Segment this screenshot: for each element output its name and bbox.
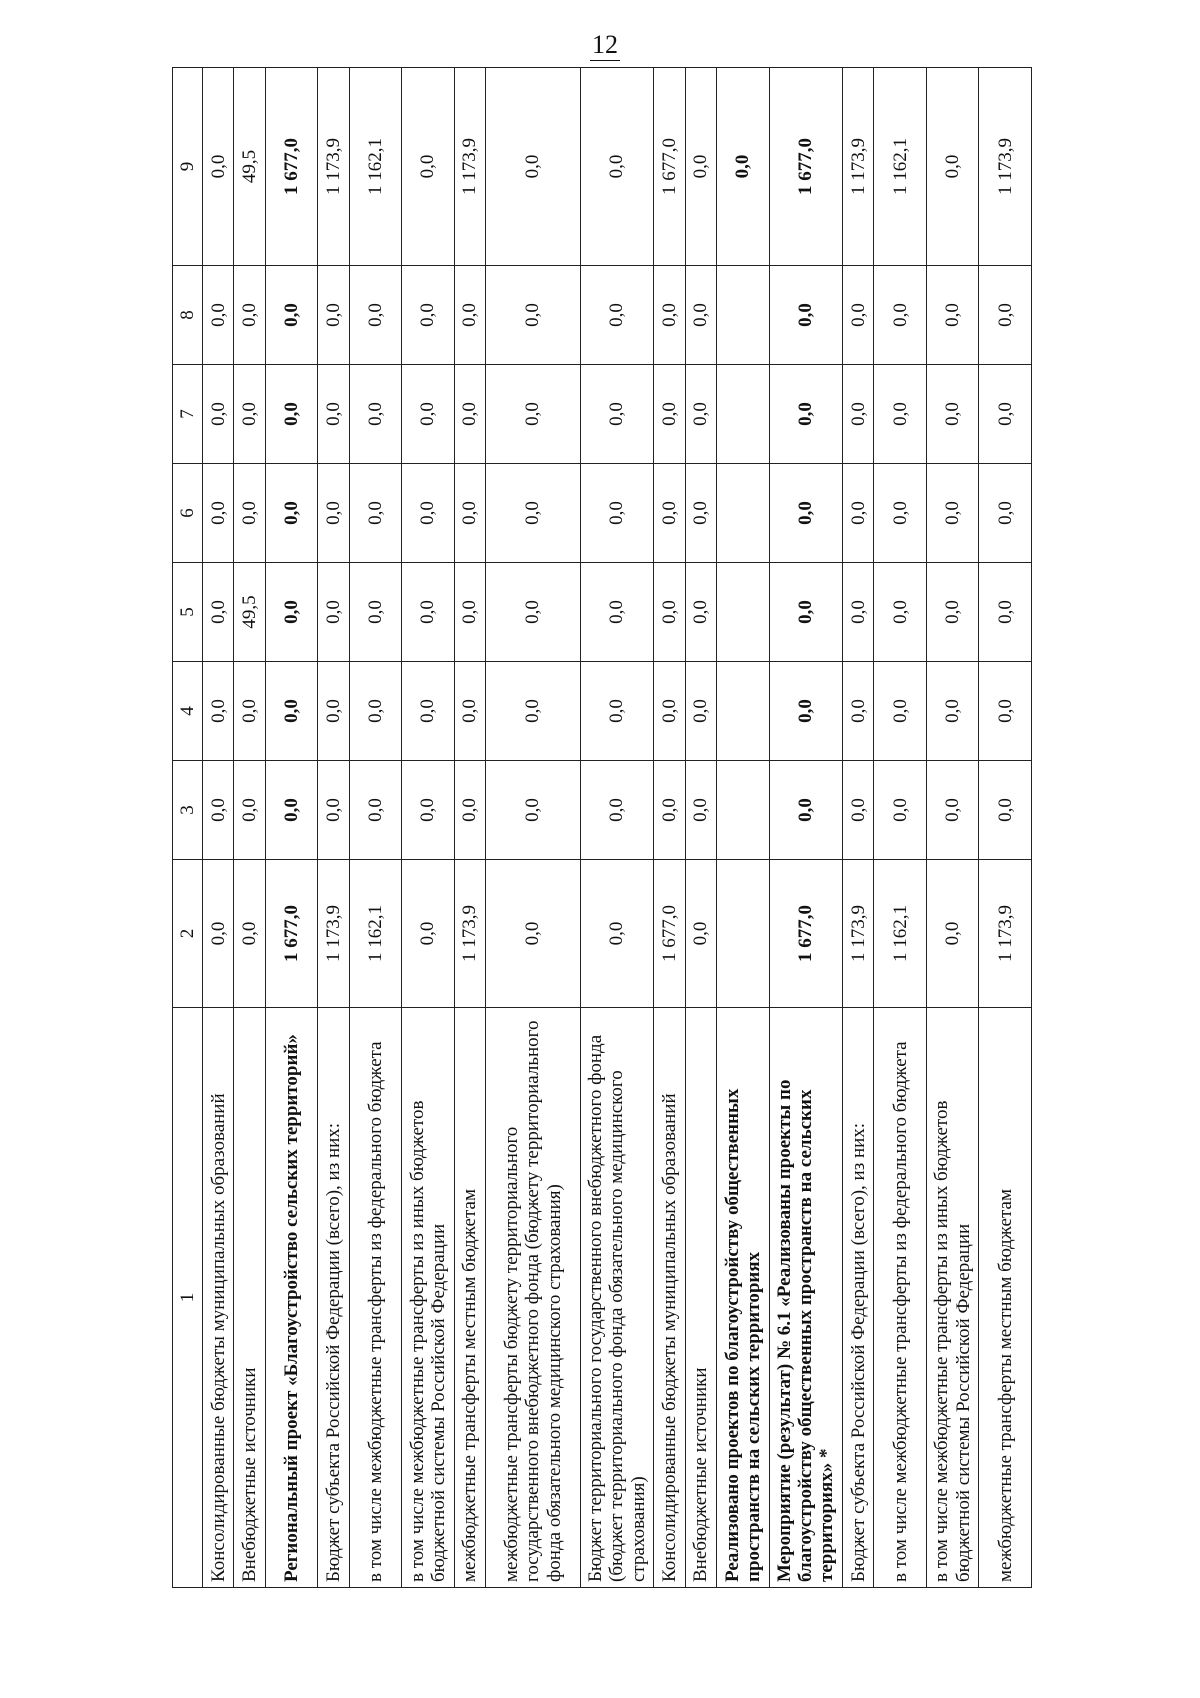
cell-value: 0,0 — [842, 464, 873, 563]
table-row — [349, 68, 401, 1588]
cell-value: 0,0 — [874, 662, 926, 761]
row-label: Внебюджетные источники — [685, 1008, 716, 1588]
cell-value: 0,0 — [769, 365, 842, 464]
cell-value: 0,0 — [349, 761, 401, 860]
cell-value: 0,0 — [486, 365, 580, 464]
cell-value: 0,0 — [454, 563, 485, 662]
row-label: Бюджет территориального государственного внебюджетного фонда (бюджет территориального фонда обязательного медицинского страхования) — [580, 1008, 653, 1588]
cell-value: 0,0 — [979, 464, 1032, 563]
cell-value: 0,0 — [685, 563, 716, 662]
cell-value: 1 677,0 — [769, 860, 842, 1008]
cell-value — [717, 266, 769, 365]
cell-value — [717, 860, 769, 1008]
cell-value: 0,0 — [842, 563, 873, 662]
cell-value: 1 162,1 — [874, 860, 926, 1008]
header-row — [173, 68, 203, 1588]
cell-value: 0,0 — [203, 464, 234, 563]
cell-value: 0,0 — [203, 860, 234, 1008]
column-header-4: 4 — [173, 662, 203, 761]
cell-value: 0,0 — [685, 266, 716, 365]
cell-value: 1 173,9 — [318, 68, 349, 266]
cell-value: 0,0 — [580, 266, 653, 365]
column-header-7: 7 — [173, 365, 203, 464]
cell-value: 0,0 — [203, 68, 234, 266]
cell-value: 0,0 — [842, 662, 873, 761]
table-row — [842, 68, 873, 1588]
cell-value: 0,0 — [203, 761, 234, 860]
cell-value: 0,0 — [318, 464, 349, 563]
cell-value: 0,0 — [265, 761, 317, 860]
cell-value: 0,0 — [265, 662, 317, 761]
column-header-8: 8 — [173, 266, 203, 365]
cell-value: 0,0 — [402, 860, 454, 1008]
cell-value: 0,0 — [979, 761, 1032, 860]
cell-value: 0,0 — [265, 266, 317, 365]
cell-value: 49,5 — [234, 563, 265, 662]
cell-value: 0,0 — [926, 68, 978, 266]
cell-value: 0,0 — [349, 563, 401, 662]
cell-value: 0,0 — [486, 68, 580, 266]
cell-value: 0,0 — [234, 266, 265, 365]
cell-value: 0,0 — [203, 365, 234, 464]
cell-value: 0,0 — [685, 365, 716, 464]
cell-value: 1 677,0 — [654, 68, 685, 266]
cell-value: 0,0 — [979, 365, 1032, 464]
cell-value: 0,0 — [318, 563, 349, 662]
cell-value: 0,0 — [842, 266, 873, 365]
row-label: в том числе межбюджетные трансферты из федерального бюджета — [349, 1008, 401, 1588]
column-header-5: 5 — [173, 563, 203, 662]
column-header-3: 3 — [173, 761, 203, 860]
cell-value — [717, 365, 769, 464]
cell-value — [717, 464, 769, 563]
cell-value: 0,0 — [454, 266, 485, 365]
row-label: в том числе межбюджетные трансферты из иных бюджетов бюджетной системы Российской Федерации — [926, 1008, 978, 1588]
row-label: Региональный проект «Благоустройство сельских территорий» — [265, 1008, 317, 1588]
cell-value: 0,0 — [402, 266, 454, 365]
cell-value: 0,0 — [769, 662, 842, 761]
cell-value: 0,0 — [769, 761, 842, 860]
cell-value: 0,0 — [486, 464, 580, 563]
cell-value: 1 173,9 — [454, 68, 485, 266]
cell-value: 0,0 — [580, 464, 653, 563]
table-row — [580, 68, 653, 1588]
table-row — [486, 68, 580, 1588]
table-row — [717, 68, 769, 1588]
column-header-6: 6 — [173, 464, 203, 563]
cell-value: 1 173,9 — [318, 860, 349, 1008]
cell-value: 0,0 — [580, 365, 653, 464]
cell-value: 0,0 — [402, 68, 454, 266]
cell-value: 0,0 — [402, 761, 454, 860]
cell-value: 0,0 — [486, 266, 580, 365]
table-row — [685, 68, 716, 1588]
cell-value: 0,0 — [685, 662, 716, 761]
cell-value — [717, 761, 769, 860]
row-label: межбюджетные трансферты местным бюджетам — [454, 1008, 485, 1588]
column-header-2: 2 — [173, 860, 203, 1008]
cell-value: 0,0 — [349, 464, 401, 563]
cell-value: 0,0 — [580, 563, 653, 662]
table-row — [265, 68, 317, 1588]
cell-value: 0,0 — [234, 860, 265, 1008]
cell-value: 0,0 — [685, 860, 716, 1008]
cell-value: 1 173,9 — [979, 68, 1032, 266]
cell-value: 0,0 — [654, 761, 685, 860]
cell-value: 0,0 — [654, 662, 685, 761]
cell-value: 0,0 — [926, 464, 978, 563]
page-number: 12 — [592, 30, 618, 59]
cell-value: 0,0 — [654, 365, 685, 464]
budget-table — [172, 67, 1032, 1588]
row-label: Реализовано проектов по благоустройству общественных пространств на сельских территориях — [717, 1008, 769, 1588]
cell-value: 0,0 — [769, 563, 842, 662]
cell-value: 0,0 — [454, 365, 485, 464]
row-label: Бюджет субъекта Российской Федерации (всего), из них: — [318, 1008, 349, 1588]
cell-value: 0,0 — [265, 563, 317, 662]
cell-value: 0,0 — [979, 266, 1032, 365]
table-row — [234, 68, 265, 1588]
cell-value: 0,0 — [874, 365, 926, 464]
cell-value: 0,0 — [486, 761, 580, 860]
cell-value — [717, 662, 769, 761]
table-row — [654, 68, 685, 1588]
cell-value: 0,0 — [234, 464, 265, 563]
cell-value: 1 162,1 — [349, 68, 401, 266]
cell-value: 0,0 — [486, 860, 580, 1008]
cell-value: 1 677,0 — [654, 860, 685, 1008]
cell-value: 0,0 — [203, 266, 234, 365]
cell-value: 0,0 — [842, 365, 873, 464]
cell-value: 0,0 — [349, 365, 401, 464]
cell-value: 0,0 — [318, 662, 349, 761]
row-label: межбюджетные трансферты бюджету территориального государственного внебюджетного фонда (бюджету территориального фонда обязательного медицинского страхования) — [486, 1008, 580, 1588]
table-row — [318, 68, 349, 1588]
table-row — [769, 68, 842, 1588]
cell-value: 0,0 — [203, 563, 234, 662]
table-row — [979, 68, 1032, 1588]
row-label: Консолидированные бюджеты муниципальных образований — [654, 1008, 685, 1588]
row-label: Внебюджетные источники — [234, 1008, 265, 1588]
cell-value: 1 677,0 — [769, 68, 842, 266]
cell-value: 0,0 — [234, 662, 265, 761]
row-label: Бюджет субъекта Российской Федерации (всего), из них: — [842, 1008, 873, 1588]
cell-value: 0,0 — [318, 761, 349, 860]
cell-value: 0,0 — [580, 761, 653, 860]
cell-value: 0,0 — [349, 266, 401, 365]
cell-value: 0,0 — [486, 662, 580, 761]
cell-value: 0,0 — [580, 860, 653, 1008]
cell-value: 0,0 — [234, 365, 265, 464]
column-header-1: 1 — [173, 1008, 203, 1588]
cell-value: 0,0 — [402, 563, 454, 662]
row-label: в том числе межбюджетные трансферты из федерального бюджета — [874, 1008, 926, 1588]
cell-value: 0,0 — [926, 266, 978, 365]
cell-value: 0,0 — [580, 662, 653, 761]
row-label: Мероприятие (результат) № 6.1 «Реализованы проекты по благоустройству общественных пространств на сельских территориях» * — [769, 1008, 842, 1588]
cell-value: 0,0 — [926, 662, 978, 761]
cell-value: 0,0 — [265, 365, 317, 464]
table-body — [203, 68, 1032, 1588]
column-header-9: 9 — [173, 68, 203, 266]
cell-value: 0,0 — [234, 761, 265, 860]
table-row — [402, 68, 454, 1588]
cell-value: 1 173,9 — [842, 68, 873, 266]
row-label: в том числе межбюджетные трансферты из иных бюджетов бюджетной системы Российской Федерации — [402, 1008, 454, 1588]
cell-value: 0,0 — [874, 266, 926, 365]
cell-value: 0,0 — [318, 365, 349, 464]
cell-value: 0,0 — [685, 464, 716, 563]
cell-value: 0,0 — [265, 464, 317, 563]
cell-value: 0,0 — [874, 464, 926, 563]
cell-value: 0,0 — [685, 761, 716, 860]
cell-value: 0,0 — [979, 662, 1032, 761]
cell-value: 0,0 — [979, 563, 1032, 662]
cell-value: 0,0 — [874, 563, 926, 662]
cell-value: 1 162,1 — [349, 860, 401, 1008]
cell-value — [717, 563, 769, 662]
cell-value: 0,0 — [654, 464, 685, 563]
cell-value: 0,0 — [926, 860, 978, 1008]
cell-value: 0,0 — [402, 662, 454, 761]
cell-value: 0,0 — [454, 662, 485, 761]
cell-value: 0,0 — [454, 761, 485, 860]
cell-value: 0,0 — [486, 563, 580, 662]
row-label: Консолидированные бюджеты муниципальных образований — [203, 1008, 234, 1588]
cell-value: 0,0 — [926, 365, 978, 464]
cell-value: 1 677,0 — [265, 860, 317, 1008]
cell-value: 0,0 — [580, 68, 653, 266]
cell-value: 49,5 — [234, 68, 265, 266]
cell-value: 1 677,0 — [265, 68, 317, 266]
cell-value: 0,0 — [842, 761, 873, 860]
cell-value: 0,0 — [402, 464, 454, 563]
cell-value: 0,0 — [874, 761, 926, 860]
cell-value: 1 173,9 — [979, 860, 1032, 1008]
cell-value: 1 173,9 — [454, 860, 485, 1008]
cell-value: 0,0 — [769, 266, 842, 365]
cell-value: 0,0 — [654, 266, 685, 365]
cell-value: 0,0 — [926, 761, 978, 860]
cell-value: 0,0 — [769, 464, 842, 563]
table-container — [172, 68, 1032, 1588]
cell-value: 0,0 — [654, 563, 685, 662]
cell-value: 1 162,1 — [874, 68, 926, 266]
cell-value: 0,0 — [318, 266, 349, 365]
row-label: межбюджетные трансферты местным бюджетам — [979, 1008, 1032, 1588]
cell-value: 0,0 — [349, 662, 401, 761]
table-row — [203, 68, 234, 1588]
cell-value: 0,0 — [203, 662, 234, 761]
cell-value: 1 173,9 — [842, 860, 873, 1008]
table-row — [926, 68, 978, 1588]
cell-value: 0,0 — [926, 563, 978, 662]
table-row — [454, 68, 485, 1588]
cell-value: 0,0 — [685, 68, 716, 266]
table-row — [874, 68, 926, 1588]
cell-value: 0,0 — [717, 68, 769, 266]
cell-value: 0,0 — [454, 464, 485, 563]
cell-value: 0,0 — [402, 365, 454, 464]
